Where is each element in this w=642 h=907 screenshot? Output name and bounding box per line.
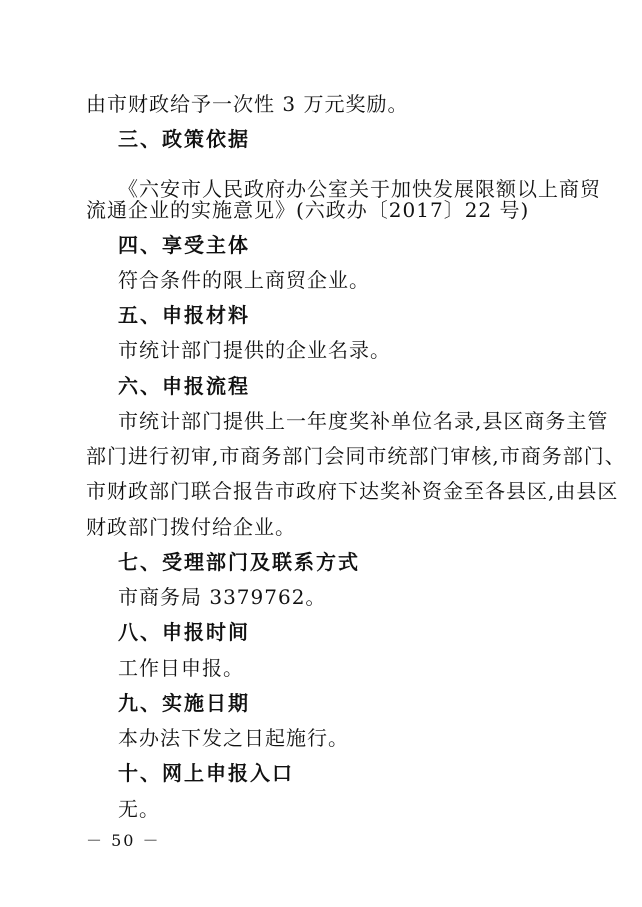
effective-date-text: 本办法下发之日起施行。 — [118, 726, 349, 750]
policy-basis-line-1: 《六安市人民政府办公室关于加快发展限额以上商贸 — [118, 177, 601, 201]
section-heading-process: 六、申报流程 — [118, 374, 250, 398]
section-heading-materials: 五、申报材料 — [118, 303, 250, 327]
process-line-3: 市财政部门联合报告市政府下达奖补资金至各县区,由县区 — [86, 479, 619, 503]
section-heading-online-entry: 十、网上申报入口 — [118, 761, 294, 785]
application-time-text: 工作日申报。 — [118, 656, 244, 680]
process-line-1: 市统计部门提供上一年度奖补单位名录,县区商务主管 — [118, 409, 609, 433]
section-heading-department-contact: 七、受理部门及联系方式 — [118, 550, 360, 574]
process-line-4: 财政部门拨付给企业。 — [86, 515, 296, 539]
beneficiary-text: 符合条件的限上商贸企业。 — [118, 268, 370, 292]
section-heading-application-time: 八、申报时间 — [118, 620, 250, 644]
online-entry-text: 无。 — [118, 797, 160, 821]
process-line-2: 部门进行初审,市商务部门会同市统部门审核,市商务部门、 — [86, 444, 626, 468]
section-heading-policy-basis: 三、政策依据 — [118, 127, 250, 151]
policy-basis-line-2: 流通企业的实施意见》(六政办〔2017〕22 号) — [86, 198, 530, 222]
department-contact-text: 市商务局 3379762。 — [118, 585, 327, 609]
page-number: － 50 － — [86, 831, 161, 850]
section-heading-beneficiary: 四、享受主体 — [118, 233, 250, 257]
materials-text: 市统计部门提供的企业名录。 — [118, 338, 391, 362]
award-text-line: 由市财政给予一次性 3 万元奖励。 — [86, 92, 409, 116]
section-heading-effective-date: 九、实施日期 — [118, 691, 250, 715]
